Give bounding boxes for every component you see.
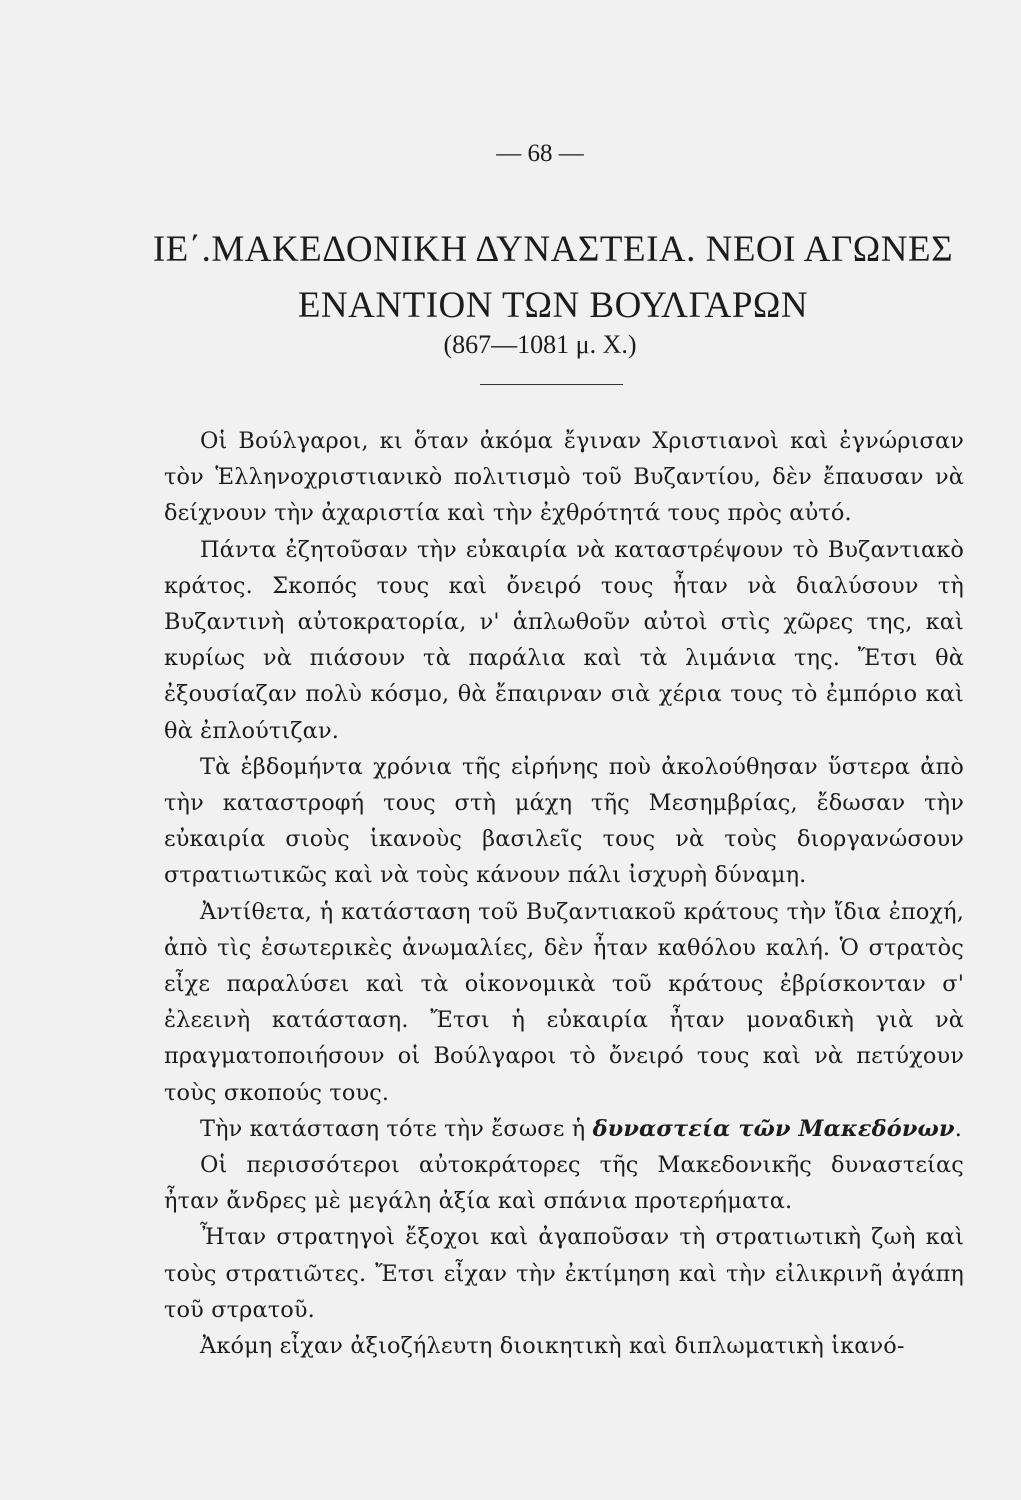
title-divider: [480, 384, 623, 385]
paragraph: Ἀντίθετα, ἡ κατάσταση τοῦ Βυζαντιακοῦ κράτους τὴν ἴδια ἐποχή, ἀπὸ τὶς ἐσωτερικὲς ἀνωμαλίες, δὲν ἦταν καθόλου καλή. Ὁ στρατὸς εἶχε παραλύσει καὶ τὰ οἰκονομικὰ τοῦ κράτους ἐβρίσκονταν σ' ἐλεεινὴ κατάσταση. Ἔτσι ἡ εὐκαιρία ἦταν μοναδικὴ γιὰ νὰ πραγματοποιήσουν οἱ Βούλγαροι τὸ ὄνειρό τους καὶ νὰ πετύχουν τοὺς σκοπούς τους.: [164, 898, 964, 1106]
paragraph: Οἱ περισσότεροι αὐτοκράτορες τῆς Μακεδονικῆς δυναστείας ἦταν ἄνδρες μὲ μεγάλη ἀξία καὶ σπάνια προτερήματα.: [164, 1152, 964, 1215]
page-number: — 68 —: [496, 140, 584, 167]
paragraph: Τὰ ἑβδομήντα χρόνια τῆς εἰρήνης ποὺ ἀκολούθησαν ὕστερα ἀπὸ τὴν καταστροφή τους στὴ μάχη τῆς Μεσημβρίας, ἔδωσαν τὴν εὐκαιρία σιοὺς ἱκανοὺς βασιλεῖς τους νὰ τοὺς διοργανώσουν στρατιωτικῶς καὶ νὰ τοὺς κάνουν πάλι ἰσχυρὴ δύναμη.: [164, 753, 964, 889]
paragraph-continued: Ἀκόμη εἶχαν ἀξιοζήλευτη διοικητικὴ καὶ διπλωματικὴ ἱκανό-: [200, 1333, 905, 1360]
chapter-date-range: (867—1081 μ. Χ.): [443, 330, 637, 359]
paragraph: Οἱ Βούλγαροι, κι ὅταν ἀκόμα ἔγιναν Χριστιανοὶ καὶ ἐγνώρισαν τὸν Ἑλληνοχριστιανικὸ πολιτισμὸ τοῦ Βυζαντίου, δὲν ἔπαυσαν νὰ δείχνουν τὴν ἀχαριστία καὶ τὴν ἐχθρότητά τους πρὸς αὐτό.: [164, 428, 964, 527]
chapter-title-line-2: ΕΝΑΝΤΙΟΝ ΤΩΝ ΒΟΥΛΓΑΡΩΝ: [297, 285, 809, 326]
paragraph: Ἦταν στρατηγοὶ ἔξοχοι καὶ ἀγαποῦσαν τὴ στρατιωτικὴ ζωὴ καὶ τοὺς στρατιῶτες. Ἔτσι εἶχαν τὴν ἐκτίμηση καὶ τὴν εἰλικρινῆ ἀγάπη τοῦ στρατοῦ.: [164, 1224, 964, 1323]
chapter-title-line-1: ΙΕ΄.ΜΑΚΕΔΟΝΙΚΗ ΔΥΝΑΣΤΕΙΑ. ΝΕΟΙ ΑΓΩΝΕΣ: [152, 229, 954, 270]
chapter-title: [138, 222, 968, 334]
paragraph-with-emphasis: [164, 1111, 964, 1147]
emphasized-dynasty-name: δυναστεία τῶν Μακεδόνων: [592, 1115, 955, 1142]
paragraph-text-after: .: [954, 1115, 962, 1142]
body-text: [164, 423, 964, 1364]
paragraph: Πάντα ἐζητοῦσαν τὴν εὐκαιρία νὰ καταστρέψουν τὸ Βυζαντιακὸ κράτος. Σκοπός τους καὶ ὄνειρό τους ἦταν νὰ διαλύσουν τὴ Βυζαντινὴ αὐτοκρατορία, ν' ἁπλωθοῦν αὐτοὶ στὶς χῶρες της, καὶ κυρίως νὰ πιάσουν τὰ παράλια καὶ τὰ λιμάνια της. Ἔτσι θὰ ἐξουσίαζαν πολὺ κόσμο, θὰ ἔπαιρναν σιὰ χέρια τους τὸ ἐμπόριο καὶ θὰ ἐπλούτιζαν.: [164, 536, 964, 744]
paragraph-text-before: Τὴν κατάσταση τότε τὴν ἔσωσε ἡ: [200, 1115, 593, 1142]
